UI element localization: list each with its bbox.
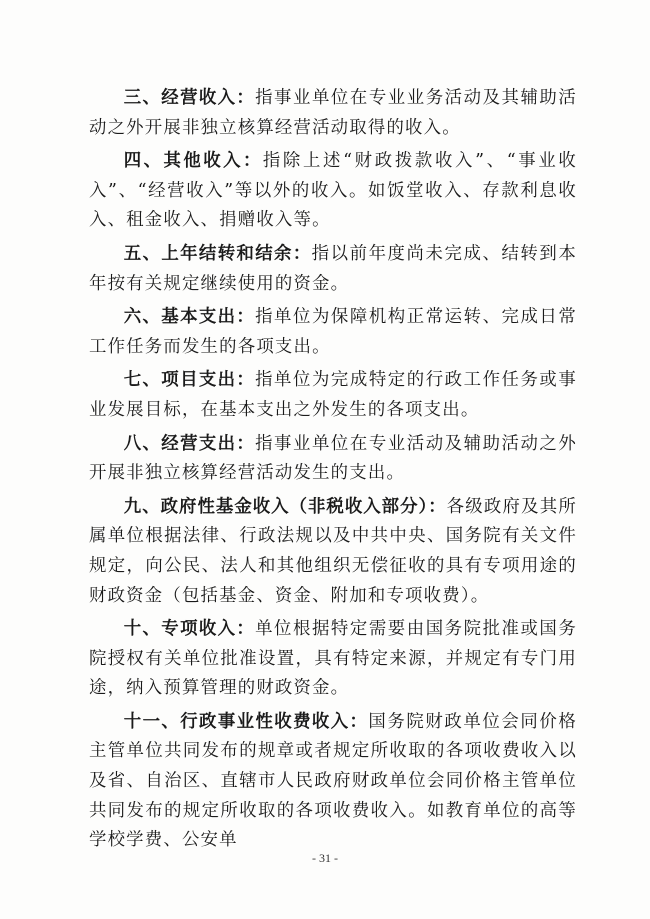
- paragraph-administrative-fee-income: [89, 708, 577, 856]
- term-label: 三、经营收入：: [123, 88, 256, 108]
- paragraph-other-income: [89, 147, 577, 236]
- term-label: 九、政府性基金收入（非税收入部分）：: [123, 496, 447, 517]
- term-label: 十一、行政事业性收费收入：: [123, 711, 369, 732]
- term-label: 四、其他收入：: [123, 151, 263, 172]
- term-label: 五、上年结转和结余：: [123, 243, 312, 264]
- term-label: 七、项目支出：: [123, 370, 256, 391]
- paragraph-basic-expenditure: [89, 303, 577, 362]
- term-definition: 指以前年度尚未完成、结转到本年按有关规定继续使用的资金。: [89, 243, 577, 294]
- page-number: - 31 -: [312, 851, 338, 865]
- term-label: 十、专项收入：: [123, 619, 256, 640]
- paragraph-carryover-balance: [89, 240, 577, 299]
- term-definition: 指除上述“财政拨款收入”、“事业收入”、“经营收入”等以外的收入。如饭堂收入、存款利息收入、租金收入、捐赠收入等。: [89, 151, 577, 231]
- document-body: [89, 84, 577, 860]
- term-label: 六、基本支出：: [123, 307, 256, 328]
- term-definition: 指单位为保障机构正常运转、完成日常工作任务而发生的各项支出。: [89, 307, 577, 357]
- term-definition: 指单位为完成特定的行政工作任务或事业发展目标，在基本支出之外发生的各项支出。: [89, 370, 577, 420]
- paragraph-project-expenditure: [89, 366, 577, 425]
- term-definition: 单位根据特定需要由国务院批准或国务院授权有关单位批准设置，具有特定来源，并规定有专门用途，纳入预算管理的财政资金。: [89, 619, 577, 699]
- term-label: 八、经营支出：: [123, 433, 256, 454]
- paragraph-operating-expenditure: [89, 430, 577, 489]
- term-definition: 指事业单位在专业活动及辅助活动之外开展非独立核算经营活动发生的支出。: [89, 433, 577, 484]
- term-definition: 指事业单位在专业业务活动及其辅助活动之外开展非独立核算经营活动取得的收入。: [89, 88, 577, 138]
- term-definition: 各级政府及其所属单位根据法律、行政法规以及中共中央、国务院有关文件规定，向公民、法人和其他组织无偿征收的具有专项用途的财政资金（包括基金、资金、附加和专项收费）。: [89, 496, 577, 606]
- paragraph-government-fund-income: [89, 493, 577, 611]
- term-definition: 国务院财政单位会同价格主管单位共同发布的规章或者规定所收取的各项收费收入以及省、自治区、直辖市人民政府财政单位会同价格主管单位共同发布的规定所收取的各项收费收入。如教育单位的高等学校学费、公安单: [89, 711, 577, 851]
- paragraph-special-income: [89, 615, 577, 704]
- paragraph-operating-income: [89, 84, 577, 143]
